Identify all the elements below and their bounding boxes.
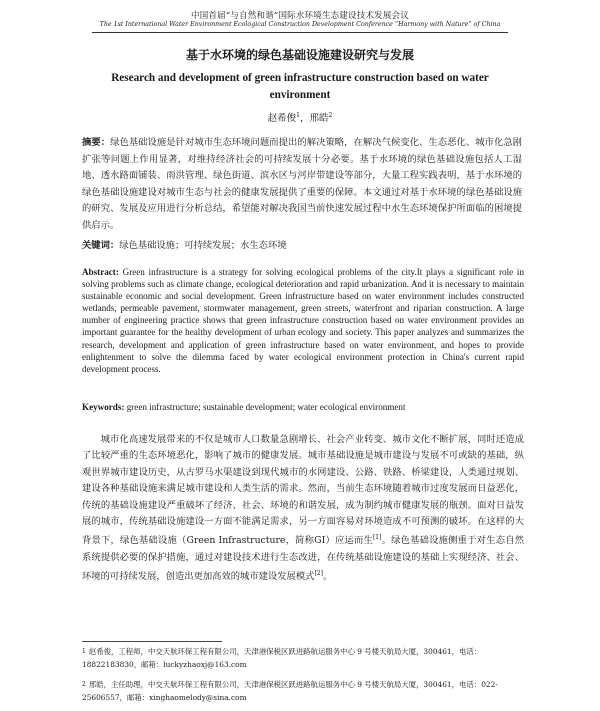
- footnote: [82, 679, 522, 704]
- footnote-text: 赵希俊，工程师，中交天航环保工程有限公司，天津港保税区跃进路航运服务中心 9 号楼天航局大厦，300461，电话：18822183830，邮箱：luckyzhaoxj@163.com: [82, 647, 482, 669]
- header-rule: [92, 32, 508, 33]
- keywords-cn: [82, 237, 522, 251]
- footnote-number: 1: [82, 648, 86, 655]
- conference-header-cn: 中国首届“与自然和谐”国际水环境生态建设技术发展会议: [191, 11, 409, 21]
- paper-title-en: Research and development of green infrastructure construction based on water environment: [111, 72, 489, 101]
- footnote: [82, 646, 522, 671]
- author-line: [0, 110, 600, 124]
- footnote-text: 邢皓，主任助理，中交天航环保工程有限公司，天津港保税区跃进路航运服务中心 9 号楼天航局大厦，300461，电话：022-25606557，邮箱：xinghaomelody@sina.com: [82, 680, 498, 702]
- footnote-rule: [82, 641, 222, 642]
- keywords-en: [82, 402, 524, 412]
- keywords-en-label: Keywords:: [82, 402, 125, 412]
- citation-ref: [1]: [372, 534, 382, 542]
- body-text: [82, 432, 524, 586]
- body-paragraph-part-2: 。绿色基础设施侧重于对生态自然系统提供必要的保护措施，通过对建设技术进行生态改进，在传统基础设施建设的基础上实现经济、社会、环境的可持续发展，创造出更加高效的城市建设发展模式: [82, 535, 524, 583]
- author-2-affiliation: 2: [328, 111, 333, 119]
- conference-header-en: The 1st International Water Environment Ecological Construction Development Conference “Harmony with Nature” of China: [99, 21, 501, 28]
- abstract-cn-label: 摘要：: [82, 137, 111, 148]
- author-1: 赵希俊: [267, 113, 297, 124]
- body-paragraph: [82, 432, 524, 586]
- keywords-cn-label: 关键词：: [82, 240, 120, 251]
- abstract-en: [82, 266, 524, 375]
- keywords-en-text: green infrastructure; sustainable development; water ecological environment: [124, 402, 406, 412]
- abstract-en-label: Abstract:: [82, 267, 119, 277]
- citation-ref: [2]: [314, 570, 323, 578]
- author-1-affiliation: 1: [296, 111, 300, 119]
- body-paragraph-part-3: 。: [322, 571, 333, 583]
- footnote-number: 2: [82, 681, 86, 688]
- abstract-cn-text: 绿色基础设施是针对城市生态环境问题而提出的解决策略，在解决气候变化、生态恶化、城市化急剧扩张等问题上作用显著，对维持经济社会的可持续发展十分必要。基于水环境的绿色基础设施包括人工湿地、透水路面铺装、雨洪管理、绿色街道、滨水区与河岸带建设等部分，大量工程实践表明，基于水环境的绿色基础设施建设对城市生态与社会的健康发展提供了重要的保障。本文通过对基于水环境的绿色基础设施的研究、发展及应用进行分析总结，希望能对解决我国当前快速发展过程中水生态环境保护所面临的困境提供启示。: [82, 137, 522, 231]
- abstract-en-text: Green infrastructure is a strategy for solving ecological problems of the city.It plays a significant role in solving problems such as climate change, ecological deterioration and rapid urbanization. And it is necessary to maintain sustainable economic and social development. Green infrastructure based on water environment includes constructed wetlands, permeable pavement, stormwater management, green streets, waterfront and riparian construction. A large number of engineering practice shows that green infrastructure construction based on water environment provides an important guarantee for the healthy development of urban ecology and society. This paper analyzes and summarizes the research, development and application of green infrastructure based on water environment, and hopes to provide enlightenment to solve the dilemma faced by water ecological environment protection in China's current rapid development process.: [82, 267, 524, 374]
- author-separator: ，: [299, 113, 310, 124]
- keywords-cn-text: 绿色基础设施；可持续发展；水生态环境: [119, 240, 287, 251]
- paper-title-cn: 基于水环境的绿色基础设施建设研究与发展: [185, 48, 414, 62]
- body-paragraph-part-1: 城市化高速发展带来的不仅是城市人口数量急剧增长、社会产业转变、城市文化不断扩展，同时还造成了比较严重的生态环境恶化，影响了城市的健康发展。城市基础设施是城市建设与发展不可或缺的基础，纵观世界城市建设历史，从古罗马水渠建设到现代城市的水网建设、公路、铁路、桥梁建设，人类通过规划、建设各种基础设施来满足城市建设和人类生活的需求。然而，当前生态环境随着城市过度发展而日益恶化，传统的基础设施建设严重破坏了经济、社会、环境的和谐发展，成为制约城市健康发展的瓶颈。面对日益发展的城市，传统基础设施建设一方面不能满足需求，另一方面容易对环境造成不可预测的破坏。在这样的大背景下，绿色基础设施（Green Infrastructure，简称GI）应运而生: [82, 434, 524, 547]
- author-2: 邢皓: [309, 113, 329, 124]
- abstract-cn: [82, 135, 522, 235]
